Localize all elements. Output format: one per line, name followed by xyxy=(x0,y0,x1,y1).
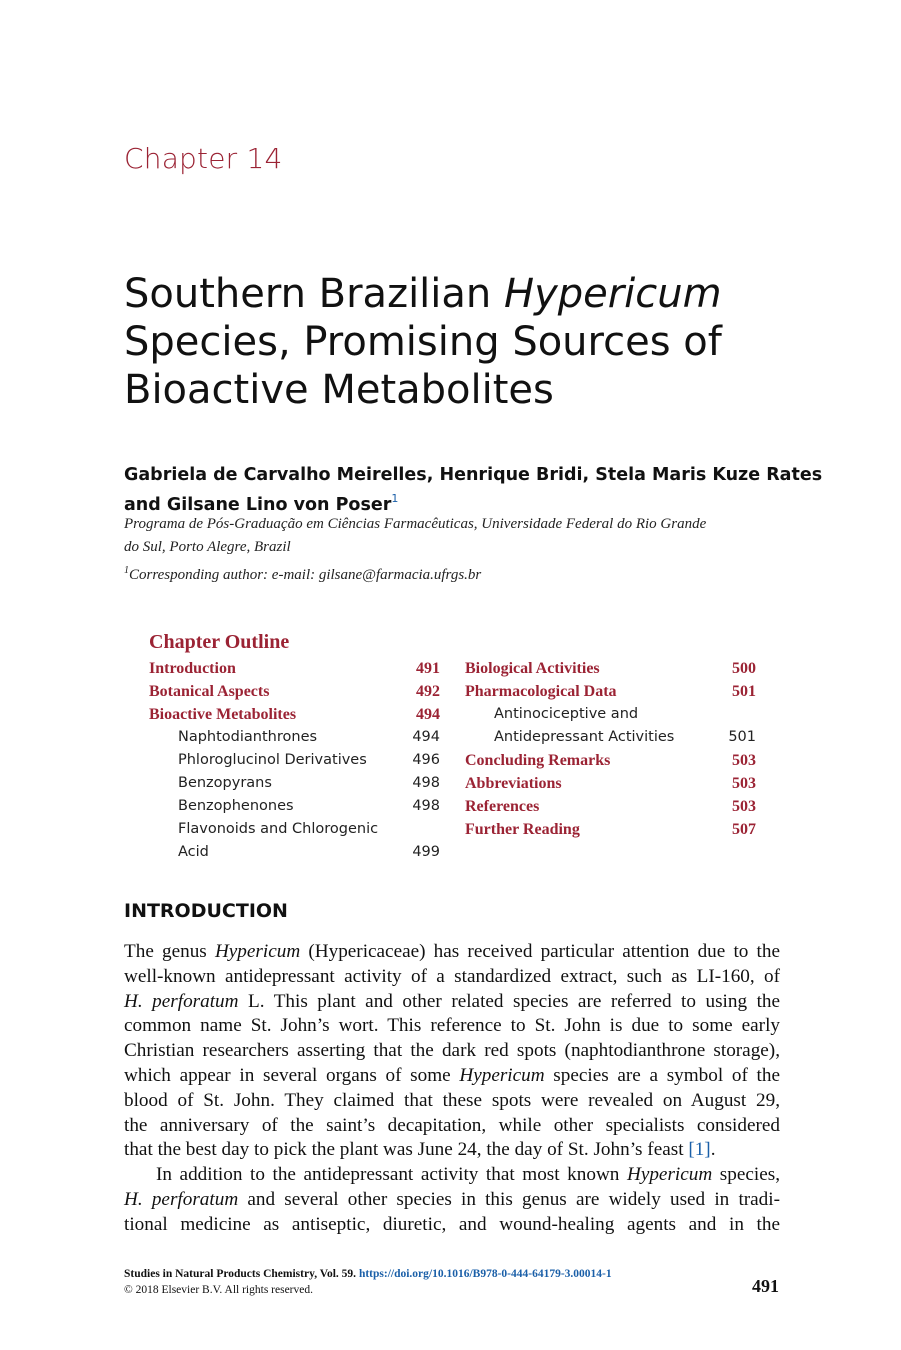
toc-entry-label: Benzophenones xyxy=(178,798,294,814)
footer xyxy=(124,1266,612,1298)
toc-entry-label: Antidepressant Activities xyxy=(494,729,675,745)
toc-entry-label: References xyxy=(465,798,540,815)
toc-entry[interactable] xyxy=(149,657,440,680)
toc-entry-label: Abbreviations xyxy=(465,775,562,792)
outline-column-left xyxy=(149,657,440,864)
toc-entry-page: 501 xyxy=(728,729,756,745)
toc-entry-page: 503 xyxy=(732,798,756,815)
affiliation xyxy=(124,513,784,587)
toc-entry-label: Antinociceptive and xyxy=(494,706,639,722)
title-line-3: Bioactive Metabolites xyxy=(124,367,554,413)
species-name: Hypericum xyxy=(459,1064,545,1086)
author-list xyxy=(124,464,823,517)
affiliation-line-2: do Sul, Porto Alegre, Brazil xyxy=(124,539,291,555)
series-name: Studies in Natural Products Chemistry, Vol. 59. xyxy=(124,1268,357,1280)
paragraph-line: which appear in several organs of some Hypericum species are a symbol of the xyxy=(124,1064,780,1086)
toc-entry-label: Introduction xyxy=(149,660,236,677)
paragraph-line: that the best day to pick the plant was June 24, the day of St. John’s feast [1]. xyxy=(124,1139,716,1161)
paragraph-line: tional medicine as antiseptic, diuretic, and wound-healing agents and in the xyxy=(124,1213,780,1235)
toc-entry[interactable] xyxy=(465,795,756,818)
toc-entry[interactable] xyxy=(465,680,756,703)
title-line-2: Species, Promising Sources of xyxy=(124,319,722,365)
corresponding-superscript: 1 xyxy=(124,565,129,576)
toc-entry-page: 494 xyxy=(416,706,440,723)
toc-entry[interactable] xyxy=(465,772,756,795)
toc-entry[interactable] xyxy=(149,680,440,703)
toc-entry-page: 496 xyxy=(412,752,440,768)
toc-entry[interactable] xyxy=(149,749,440,772)
toc-entry[interactable] xyxy=(465,749,756,772)
toc-entry[interactable] xyxy=(149,841,440,864)
toc-entry[interactable] xyxy=(465,657,756,680)
toc-entry-label: Naphtodianthrones xyxy=(178,729,318,745)
species-name: Hypericum xyxy=(626,1164,713,1186)
toc-entry[interactable] xyxy=(149,818,440,841)
toc-entry-label: Further Reading xyxy=(465,821,580,838)
toc-entry-page: 503 xyxy=(732,752,756,769)
toc-entry-label: Concluding Remarks xyxy=(465,752,611,769)
toc-entry-page: 498 xyxy=(412,798,440,814)
paragraph-line: The genus Hypericum (Hypericaceae) has received particular attention due to the xyxy=(124,941,780,962)
corresponding-author xyxy=(124,559,784,587)
toc-entry-page: 492 xyxy=(416,683,440,700)
corresponding-mark[interactable]: 1 xyxy=(391,492,399,505)
toc-entry-label: Botanical Aspects xyxy=(149,683,270,700)
toc-entry[interactable] xyxy=(149,795,440,818)
introduction-body xyxy=(124,940,780,1238)
toc-entry-label: Phloroglucinol Derivatives xyxy=(178,752,367,768)
paragraph-line: Christian researchers asserting that the dark red spots (naphtodianthrone storage), xyxy=(124,1040,780,1062)
paragraph-line: blood of St. John. They claimed that these spots were revealed on August 29, xyxy=(124,1089,780,1111)
toc-entry-label: Biological Activities xyxy=(465,660,600,677)
authors-text: and Gilsane Lino von Poser xyxy=(124,495,392,515)
toc-entry-page: 499 xyxy=(412,844,440,860)
toc-entry-label: Flavonoids and Chlorogenic xyxy=(178,821,379,837)
toc-entry-page: 500 xyxy=(732,660,756,677)
title-line-1 xyxy=(124,270,824,318)
species-name: H. perforatum xyxy=(124,990,239,1012)
toc-entry[interactable] xyxy=(149,703,440,726)
paragraph-line: common name St. John’s wort. This reference to St. John is due to some early xyxy=(124,1015,780,1037)
toc-entry-page: 498 xyxy=(412,775,440,791)
chapter-title xyxy=(124,270,824,414)
corresponding-email[interactable]: Corresponding author: e-mail: gilsane@farmacia.ufrgs.br xyxy=(129,567,482,583)
paragraph-line: In addition to the antidepressant activity that most known Hypericum species, xyxy=(156,1164,780,1186)
toc-entry[interactable] xyxy=(465,726,756,749)
chapter-label: Chapter 14 xyxy=(124,142,283,175)
footer-citation xyxy=(124,1266,612,1282)
title-genus: Hypericum xyxy=(503,271,722,317)
section-heading: INTRODUCTION xyxy=(124,900,288,922)
paragraph-line: H. perforatum and several other species in this genus are widely used in tradi- xyxy=(124,1188,780,1210)
outline-title: Chapter Outline xyxy=(149,631,290,653)
toc-entry[interactable] xyxy=(149,772,440,795)
paragraph-line: well-known antidepressant activity of a standardized extract, such as LI-160, of xyxy=(124,965,780,987)
toc-entry[interactable] xyxy=(465,703,756,726)
toc-entry-page: 491 xyxy=(416,660,440,677)
doi-link[interactable]: https://doi.org/10.1016/B978-0-444-64179-3.00014-1 xyxy=(358,1268,612,1280)
affiliation-line-1: Programa de Pós-Graduação em Ciências Farmacêuticas, Universidade Federal do Rio Grande xyxy=(124,516,707,532)
toc-entry[interactable] xyxy=(149,726,440,749)
toc-entry-label: Acid xyxy=(178,844,209,860)
title-text: Southern Brazilian xyxy=(124,271,504,317)
citation-link[interactable]: [1] xyxy=(688,1139,711,1161)
toc-entry-page: 501 xyxy=(732,683,756,700)
toc-entry-label: Bioactive Metabolites xyxy=(149,706,297,723)
paragraph-line: H. perforatum L. This plant and other related species are referred to using the xyxy=(124,990,781,1012)
species-name: H. perforatum xyxy=(124,1188,239,1210)
authors-line-1: Gabriela de Carvalho Meirelles, Henrique Bridi, Stela Maris Kuze Rates xyxy=(124,465,823,485)
toc-entry-label: Benzopyrans xyxy=(178,775,272,791)
toc-entry-page: 494 xyxy=(412,729,440,745)
toc-entry-label: Pharmacological Data xyxy=(465,683,617,700)
paragraph-line: the anniversary of the saint’s decapitation, while other specialists considered xyxy=(124,1114,780,1136)
copyright: © 2018 Elsevier B.V. All rights reserved. xyxy=(124,1284,313,1296)
toc-entry-page: 503 xyxy=(732,775,756,792)
toc-entry[interactable] xyxy=(465,818,756,841)
page-number: 491 xyxy=(752,1276,779,1296)
toc-entry-page: 507 xyxy=(732,821,756,838)
outline-column-right xyxy=(465,657,756,841)
species-name: Hypericum xyxy=(214,941,301,962)
